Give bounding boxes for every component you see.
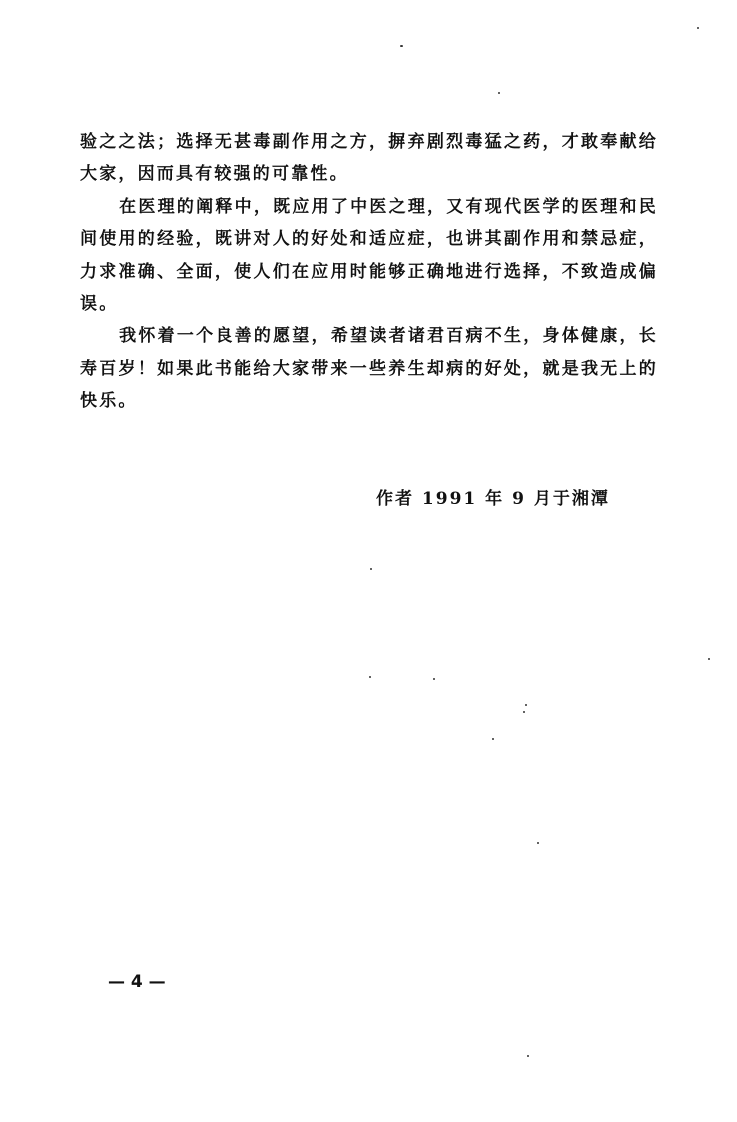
- scan-speck: [523, 711, 525, 713]
- scan-speck: [433, 678, 435, 680]
- author-signature: 作者 1991 年 9 月于湘潭: [376, 489, 610, 509]
- paragraph-2: 在医理的阐释中，既应用了中医之理，又有现代医学的医理和民间使用的经验，既讲对人的好处和适应症，也讲其副作用和禁忌症，力求准确、全面，使人们在应用时能够正确地进行选择，不致造成偏误。: [80, 196, 658, 315]
- scan-speck: [527, 1055, 529, 1057]
- scan-speck: [492, 738, 494, 740]
- scan-speck: [498, 92, 500, 94]
- scan-speck: [370, 568, 372, 570]
- scan-speck: [525, 704, 527, 706]
- paragraph-3: 我怀着一个良善的愿望，希望读者诸君百病不生，身体健康，长寿百岁！如果此书能给大家带来一些养生却病的好处，就是我无上的快乐。: [80, 326, 658, 412]
- scan-speck: [369, 676, 371, 678]
- scan-speck: [400, 45, 403, 47]
- body-text: [80, 126, 658, 418]
- scan-speck: [697, 27, 699, 29]
- paragraph-1: 验之之法；选择无甚毒副作用之方，摒弃剧烈毒猛之药，才敢奉献给大家，因而具有较强的可靠性。: [80, 132, 658, 185]
- page-number: — 4 —: [108, 972, 166, 992]
- scan-speck: [537, 842, 539, 844]
- scan-speck: [708, 658, 710, 660]
